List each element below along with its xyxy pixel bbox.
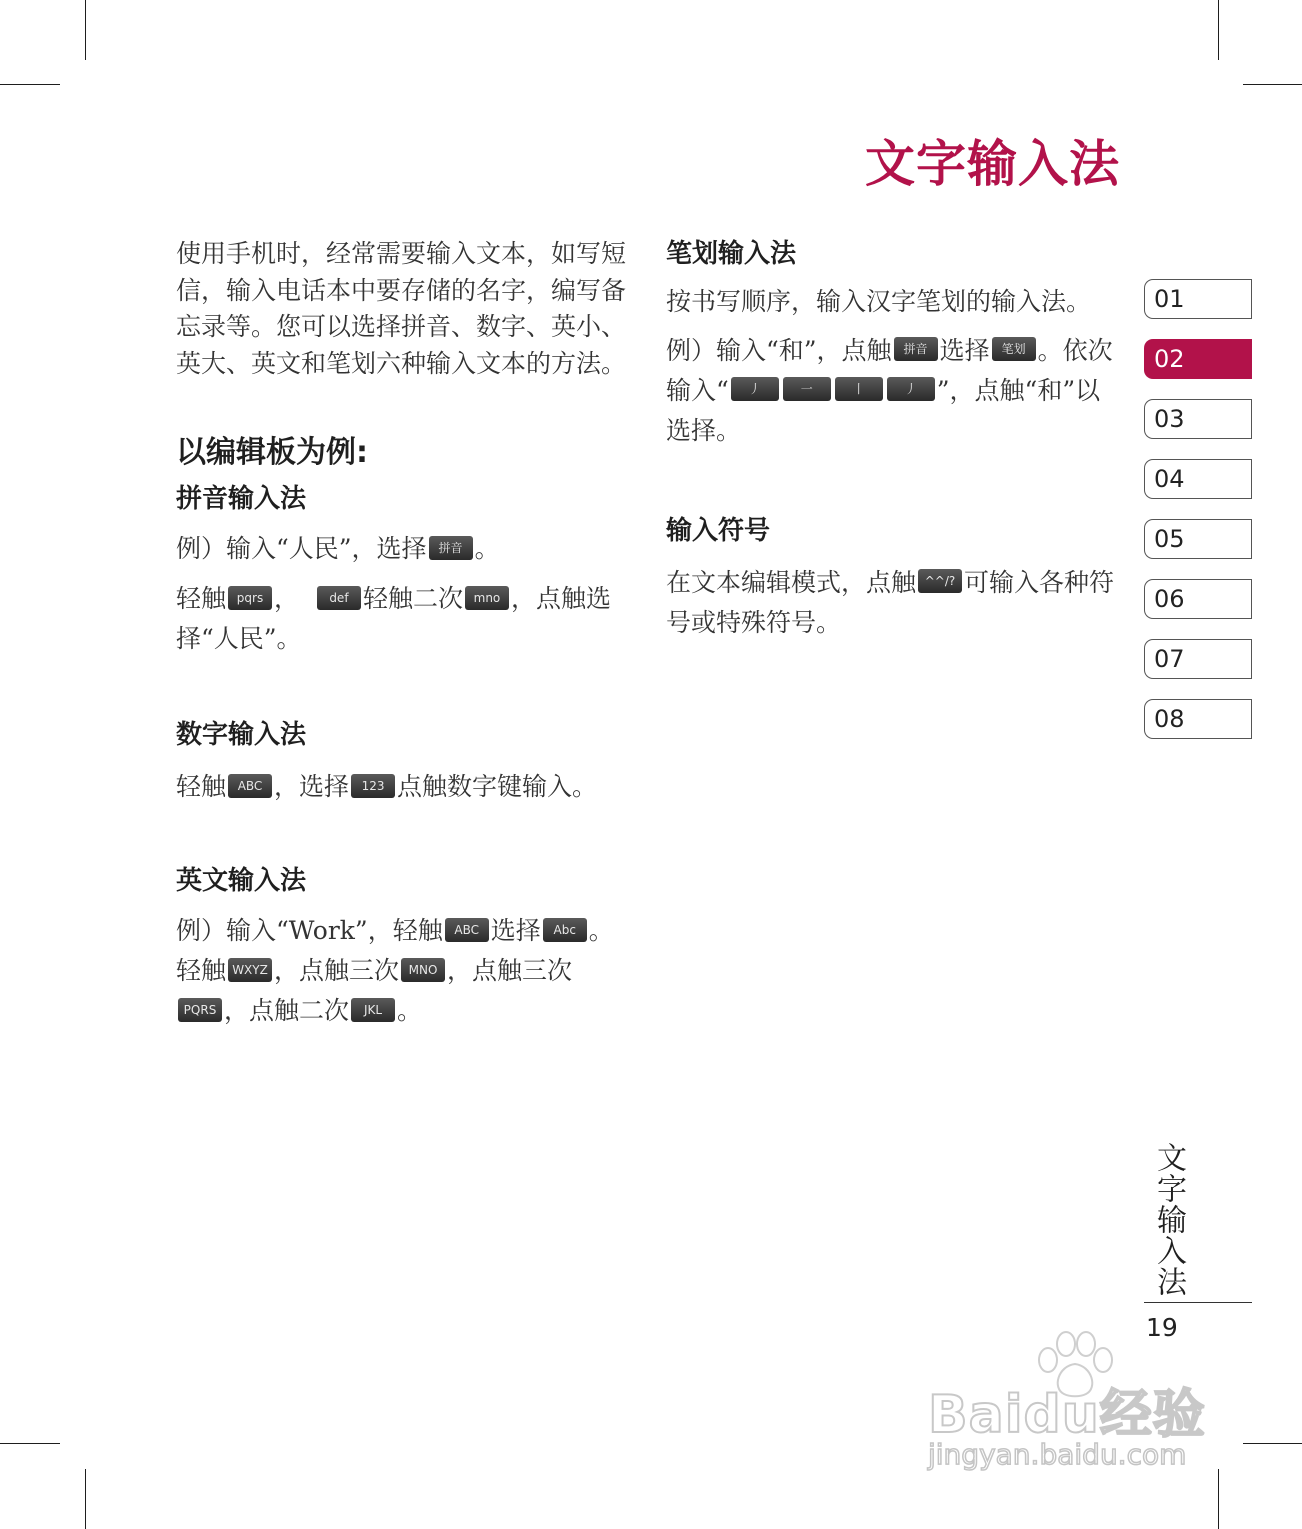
num-123-key-icon: 123 [351, 774, 395, 798]
english-l2-b: ，点触三次 [274, 956, 400, 985]
pinyin-p2-d: ，点触选择“人民”。 [176, 584, 611, 653]
pinyin-heading: 拼音输入法 [176, 484, 307, 514]
crop-mark [85, 0, 86, 60]
baidu-watermark [920, 1330, 1240, 1480]
right-column [666, 236, 1124, 643]
page-title: 文字输入法 [865, 134, 1120, 193]
left-column [176, 236, 628, 1031]
abc-key-icon: ABC [445, 918, 489, 942]
stroke-example [666, 331, 1124, 451]
symbols-heading: 输入符号 [666, 515, 771, 546]
crop-mark [0, 1443, 60, 1444]
intro-paragraph: 使用手机时，经常需要输入文本，如写短信，输入电话本中要存储的名字，编写备忘录等。您可以选择拼音、数字、英小、英大、英文和笔划六种输入文本的方法。 [176, 239, 627, 378]
english-l2-a: 轻触 [176, 956, 227, 985]
symbols-b: 可输入各种符号或特殊符号。 [666, 567, 1115, 637]
chapter-tab-02[interactable]: 02 [1144, 339, 1252, 379]
stroke-shu-key-icon: 丨 [835, 377, 883, 401]
numeric-b: ，选择 [274, 772, 350, 801]
stroke-p2-d: ”，点触“和”以选择。 [666, 375, 1101, 445]
pqrs-key-icon: PQRS [178, 998, 222, 1022]
symbols-a: 在文本编辑模式，点触 [666, 567, 917, 597]
pinyin-key-icon: 拼音 [429, 536, 473, 560]
chapter-tab-04[interactable]: 04 [1144, 459, 1252, 499]
crop-mark [1243, 1443, 1302, 1444]
symbol-key-icon: ^^/? [918, 569, 962, 593]
example-heading: 以编辑板为例: [176, 435, 368, 470]
english-l1-c: 。 [588, 916, 614, 945]
crop-mark [1218, 0, 1219, 60]
mno-key-icon: mno [465, 586, 509, 610]
wxyz-key-icon: WXYZ [228, 958, 272, 982]
chapter-tabs [1144, 279, 1252, 759]
def-key-icon: def [317, 586, 361, 610]
english-l2-c: ，点触三次 [447, 956, 573, 985]
numeric-heading: 数字输入法 [176, 720, 307, 750]
stroke-key-icon: 笔划 [992, 337, 1036, 361]
pinyin-steps [176, 579, 628, 659]
chapter-tab-01[interactable]: 01 [1144, 279, 1252, 319]
pinyin-p2-b: ， [274, 584, 300, 613]
stroke-p2-c: 。依次输入“ [666, 335, 1113, 405]
crop-mark [1243, 84, 1302, 85]
chapter-tab-06[interactable]: 06 [1144, 579, 1252, 619]
pinyin-p2-a: 轻触 [176, 584, 227, 613]
numeric-a: 轻触 [176, 772, 227, 801]
jkl-key-icon: JKL [351, 998, 395, 1022]
chapter-tab-03[interactable]: 03 [1144, 399, 1252, 439]
stroke-pie-key-icon: 丿 [731, 377, 779, 401]
pinyin-p1-end: 。 [474, 534, 500, 563]
watermark-url: jingyan.baidu.com [928, 1438, 1187, 1471]
pinyin-example [176, 529, 628, 569]
english-l1-b: 选择 [490, 916, 541, 945]
crop-mark [85, 1469, 86, 1529]
stroke-description: 按书写顺序，输入汉字笔划的输入法。 [666, 287, 1092, 316]
symbols-steps [666, 563, 1124, 643]
stroke-heng-key-icon: 一 [783, 377, 831, 401]
stroke-pie-key-icon: 丿 [887, 377, 935, 401]
english-l3-a: ，点触二次 [224, 996, 350, 1025]
stroke-heading: 笔划输入法 [666, 239, 797, 269]
chapter-tab-08[interactable]: 08 [1144, 699, 1252, 739]
stroke-p2-a: 例）输入“和”，点触 [666, 335, 892, 365]
side-section-title: 文字输入法 [1151, 1142, 1186, 1297]
pinyin-p2-c: 轻触二次 [362, 584, 463, 613]
chapter-tab-05[interactable]: 05 [1144, 519, 1252, 559]
abc-key-icon: ABC [228, 774, 272, 798]
pqrs-key-icon: pqrs [228, 586, 272, 610]
english-heading: 英文输入法 [176, 866, 307, 896]
pinyin-p1-text: 例）输入“人民”，选择 [176, 534, 427, 563]
mno-key-icon: MNO [401, 958, 445, 982]
pinyin-key-icon: 拼音 [894, 337, 938, 361]
numeric-c: 点触数字键输入。 [397, 772, 598, 801]
abc-mixed-key-icon: Abc [543, 918, 587, 942]
english-l3-b: 。 [397, 996, 423, 1025]
page-number: 19 [1146, 1313, 1178, 1342]
numeric-steps [176, 767, 628, 807]
chapter-tab-07[interactable]: 07 [1144, 639, 1252, 679]
stroke-p2-b: 选择 [939, 335, 990, 365]
english-steps [176, 911, 628, 1031]
english-l1-a: 例）输入“Work”，轻触 [176, 916, 443, 945]
page-number-rule [1144, 1302, 1252, 1303]
crop-mark [0, 84, 60, 85]
watermark-logo: Baidu经验 [928, 1385, 1206, 1445]
